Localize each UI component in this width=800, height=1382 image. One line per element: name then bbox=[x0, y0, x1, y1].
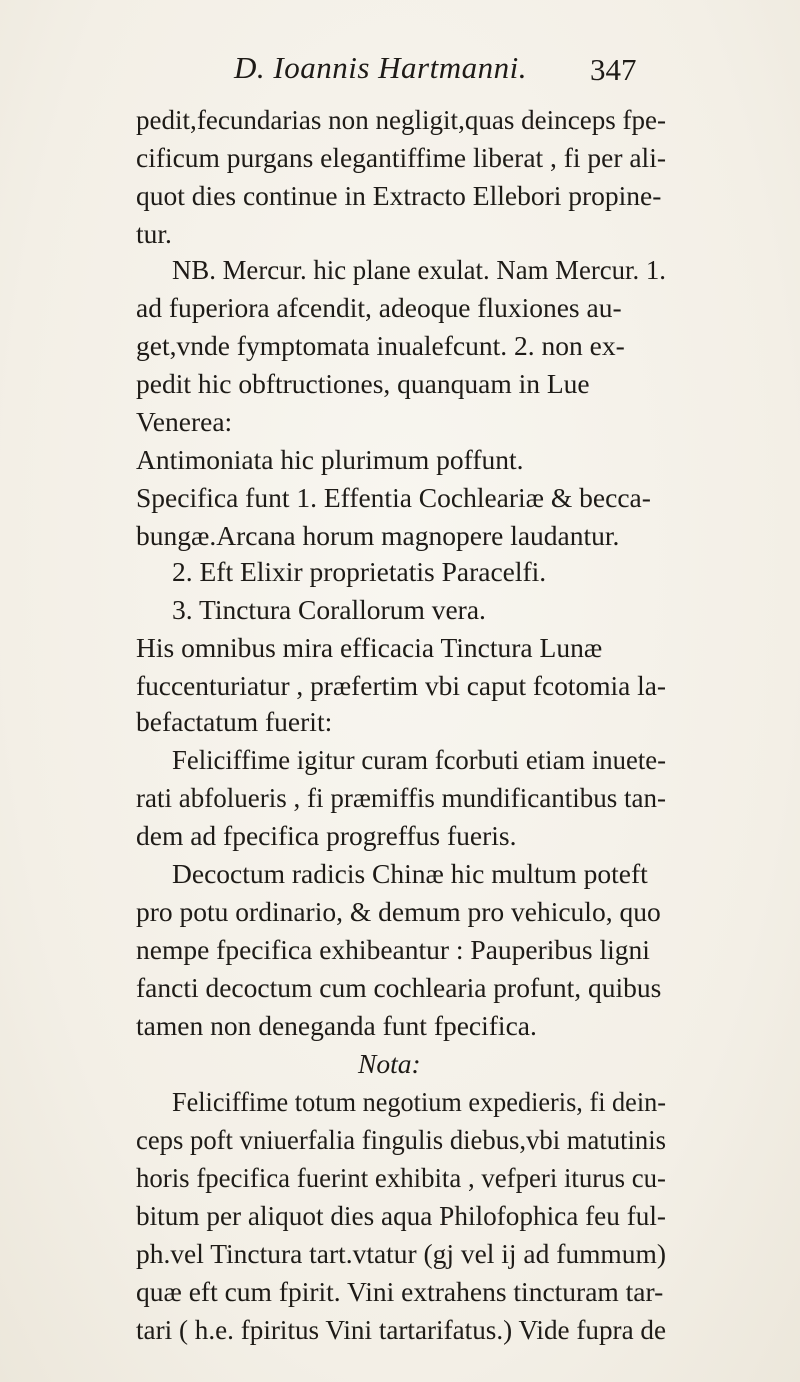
text-line-content: 3. Tinctura Corallorum vera. bbox=[172, 594, 486, 625]
text-line bbox=[0, 1158, 800, 1198]
running-head bbox=[0, 44, 800, 94]
text-line bbox=[0, 778, 800, 818]
text-line-content: nempe fpecifica exhibeantur : Pauperibus ligni bbox=[136, 934, 650, 965]
text-line-content: dem ad fpecifica progreffus fueris. bbox=[136, 820, 517, 851]
text-line-content: fuccenturiatur , præfertim vbi caput fcotomia la- bbox=[136, 670, 666, 701]
page-number: 347 bbox=[590, 52, 637, 87]
section-heading bbox=[0, 1044, 800, 1084]
text-line-content: Venerea: bbox=[136, 406, 233, 437]
text-line bbox=[0, 628, 800, 668]
text-line bbox=[0, 702, 800, 742]
text-line-content: pedit hic obftructiones, quanquam in Lue bbox=[136, 368, 590, 399]
text-line-content: pedit,fecundarias non negligit,quas deinceps fpe- bbox=[136, 104, 667, 135]
text-line-content: 2. Eft Elixir proprietatis Paracelfi. bbox=[172, 556, 547, 587]
text-line-content: Antimoniata hic plurimum poffunt. bbox=[136, 444, 524, 475]
text-line bbox=[0, 1120, 800, 1160]
text-line bbox=[0, 214, 800, 254]
text-line-content: quæ eft cum fpirit. Vini extrahens tincturam tar- bbox=[136, 1276, 664, 1307]
text-line bbox=[0, 100, 800, 140]
text-line bbox=[0, 854, 800, 894]
text-line-content: get,vnde fymptomata inualefcunt. 2. non ex- bbox=[136, 330, 625, 361]
text-line-content: rati abfolueris , fi præmiffis mundificantibus tan- bbox=[136, 782, 667, 813]
text-line bbox=[0, 138, 800, 178]
text-line-content: horis fpecifica fuerint exhibita , vefperi iturus cu- bbox=[136, 1162, 666, 1193]
text-line bbox=[0, 250, 800, 290]
text-line bbox=[0, 1234, 800, 1274]
text-line-content: Feliciffime totum negotium expedieris, fi dein- bbox=[172, 1086, 667, 1117]
text-line bbox=[0, 892, 800, 932]
text-line bbox=[0, 816, 800, 856]
text-line-content: cificum purgans elegantiffime liberat , fi per ali- bbox=[136, 142, 666, 173]
text-line-content: quot dies continue in Extracto Ellebori propine- bbox=[136, 180, 662, 211]
text-line-content: fancti decoctum cum cochlearia profunt, quibus bbox=[136, 972, 662, 1003]
text-line bbox=[0, 478, 800, 518]
text-line bbox=[0, 1006, 800, 1046]
text-line bbox=[0, 288, 800, 328]
text-line-content: bitum per aliquot dies aqua Philofophica feu ful- bbox=[136, 1200, 667, 1231]
text-line-content: Nota: bbox=[358, 1048, 421, 1079]
text-line bbox=[0, 402, 800, 442]
text-line bbox=[0, 176, 800, 216]
text-line-content: tari ( h.e. fpiritus Vini tartarifatus.) Vide fupra de bbox=[136, 1314, 667, 1345]
text-line-content: ceps poft vniuerfalia fingulis diebus,vbi matutinis bbox=[136, 1124, 667, 1155]
text-line bbox=[0, 1272, 800, 1312]
text-line bbox=[0, 326, 800, 366]
running-head-title: D. Ioannis Hartmanni. bbox=[234, 50, 527, 85]
text-line bbox=[0, 364, 800, 404]
text-line bbox=[0, 740, 800, 780]
text-line-content: Specifica funt 1. Effentia Cochleariæ & becca- bbox=[136, 482, 651, 513]
text-line-content: ph.vel Tinctura tart.vtatur (gj vel ij ad fummum) bbox=[136, 1238, 667, 1269]
text-line-content: tamen non deneganda funt fpecifica. bbox=[136, 1010, 537, 1041]
text-line-content: His omnibus mira efficacia Tinctura Lunæ bbox=[136, 632, 603, 663]
text-line bbox=[0, 1082, 800, 1122]
text-line-content: tur. bbox=[136, 218, 172, 249]
text-line bbox=[0, 666, 800, 706]
text-line-content: NB. Mercur. hic plane exulat. Nam Mercur. 1. bbox=[172, 254, 666, 285]
text-line bbox=[0, 516, 800, 556]
text-line bbox=[0, 1310, 800, 1350]
text-line bbox=[0, 968, 800, 1008]
text-line-content: Decoctum radicis Chinæ hic multum poteft bbox=[172, 858, 648, 889]
text-line bbox=[0, 440, 800, 480]
text-line bbox=[0, 552, 800, 592]
text-line bbox=[0, 930, 800, 970]
text-line-content: pro potu ordinario, & demum pro vehiculo, quo bbox=[136, 896, 661, 927]
text-line bbox=[0, 590, 800, 630]
text-line-content: befactatum fuerit: bbox=[136, 706, 333, 737]
text-line-content: Feliciffime igitur curam fcorbuti etiam inuete- bbox=[172, 744, 666, 775]
text-line-content: bungæ.Arcana horum magnopere laudantur. bbox=[136, 520, 620, 551]
text-line-content: ad fuperiora afcendit, adeoque fluxiones au- bbox=[136, 292, 622, 323]
text-line bbox=[0, 1196, 800, 1236]
